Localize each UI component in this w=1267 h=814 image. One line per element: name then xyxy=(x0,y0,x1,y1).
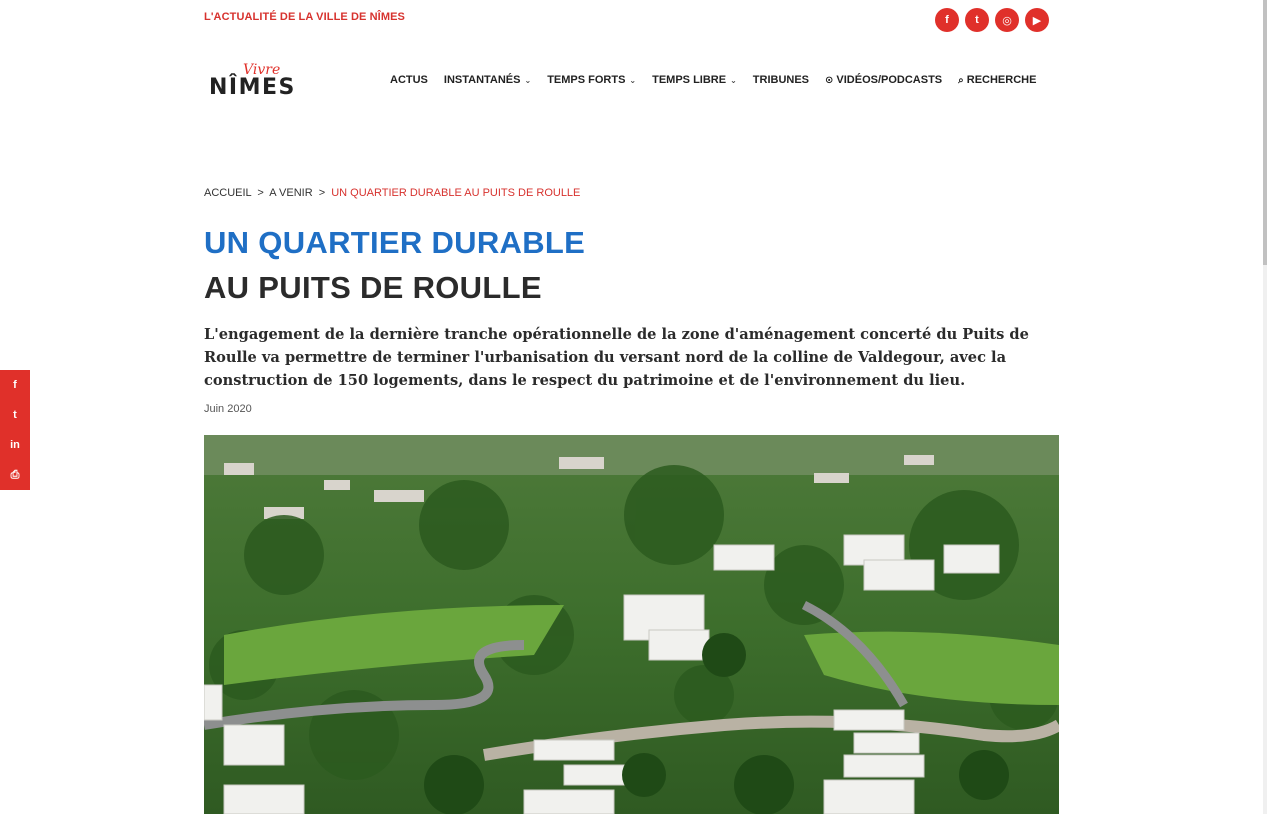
print-icon[interactable]: ⎙ xyxy=(0,460,30,490)
youtube-icon[interactable]: ▶ xyxy=(1025,8,1049,32)
instagram-icon[interactable]: ◎ xyxy=(995,8,1019,32)
main-nav xyxy=(390,74,1052,86)
nav-item-actus[interactable] xyxy=(390,74,428,86)
article-title-line1: UN QUARTIER DURABLE xyxy=(204,225,586,260)
play-circle-icon: ⊙ xyxy=(825,74,834,86)
site-logo[interactable] xyxy=(209,62,309,102)
twitter-icon[interactable]: t xyxy=(965,8,989,32)
nav-item-recherche[interactable] xyxy=(958,74,1036,86)
nav-item-label: TEMPS FORTS xyxy=(547,74,626,86)
twitter-share-icon[interactable]: t xyxy=(0,400,30,430)
nav-item-label: VIDÉOS/PODCASTS xyxy=(836,74,943,86)
nav-item-temps-libre[interactable] xyxy=(652,74,737,86)
breadcrumb-section[interactable]: A VENIR xyxy=(269,187,313,199)
logo-script-text: Vivre xyxy=(243,62,281,78)
nav-item-label: TEMPS LIBRE xyxy=(652,74,727,86)
chevron-down-icon: ⌄ xyxy=(629,75,637,85)
nav-item-label: ACTUS xyxy=(390,74,428,86)
article-date: Juin 2020 xyxy=(204,403,252,415)
nav-item-videos-podcasts[interactable] xyxy=(825,74,942,86)
article-lead: L'engagement de la dernière tranche opérationnelle de la zone d'aménagement concerté du Puits de Roulle va permettre de terminer l'urbanisation du versant nord de la colline de Valdegour, avec la construction de 150 logements, dans le respect du patrimoine et de l'environnement du lieu. xyxy=(204,326,1029,389)
article-title-line2: AU PUITS DE ROULLE xyxy=(204,270,542,305)
social-links xyxy=(935,8,1049,32)
facebook-share-icon[interactable]: f xyxy=(0,370,30,400)
breadcrumb-current: UN QUARTIER DURABLE AU PUITS DE ROULLE xyxy=(331,187,581,199)
breadcrumb-separator: > xyxy=(257,187,264,199)
linkedin-share-icon[interactable]: in xyxy=(0,430,30,460)
nav-item-label: TRIBUNES xyxy=(752,74,810,86)
aerial-illustration xyxy=(204,435,1059,814)
top-bar xyxy=(204,0,1049,40)
logo-main-text: NÎMES xyxy=(209,75,296,100)
scrollbar[interactable] xyxy=(1263,0,1267,814)
nav-item-tribunes[interactable] xyxy=(753,74,809,86)
scrollbar-thumb[interactable] xyxy=(1263,0,1267,265)
nav-item-label: INSTANTANÉS xyxy=(443,74,521,86)
nav-item-temps-forts[interactable] xyxy=(547,74,636,86)
breadcrumb-home[interactable]: ACCUEIL xyxy=(204,187,252,199)
nav-item-label: RECHERCHE xyxy=(966,74,1037,86)
breadcrumb xyxy=(204,187,580,199)
breadcrumb-separator: > xyxy=(318,187,326,199)
share-sidebar xyxy=(0,370,30,490)
site-tagline: L'ACTUALITÉ DE LA VILLE DE NÎMES xyxy=(204,11,405,23)
chevron-down-icon: ⌄ xyxy=(524,75,532,85)
nav-item-instantanes[interactable] xyxy=(444,74,531,86)
search-icon: ⌕ xyxy=(958,74,964,86)
facebook-icon[interactable]: f xyxy=(935,8,959,32)
chevron-down-icon: ⌄ xyxy=(730,75,737,85)
article-hero-image xyxy=(204,435,1059,814)
